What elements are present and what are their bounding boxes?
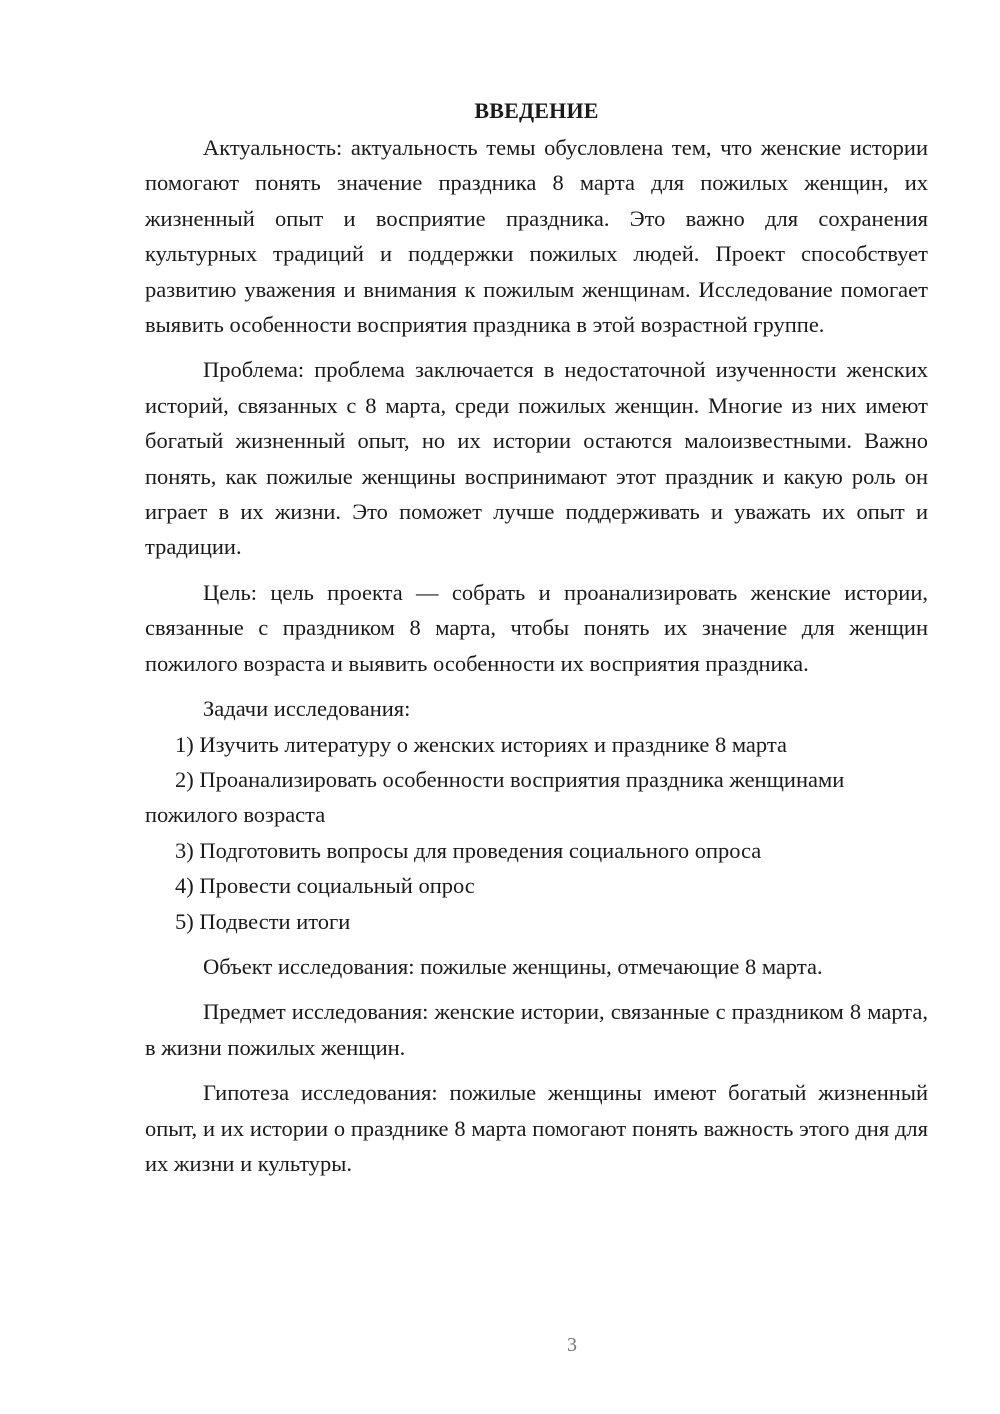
- subject-paragraph: Предмет исследования: женские истории, связанные с праздником 8 марта, в жизни пожилых женщин.: [145, 999, 928, 1060]
- page-number: 3: [567, 1334, 577, 1356]
- hypothesis-paragraph: Гипотеза исследования: пожилые женщины имеют богатый жизненный опыт, и их истории о празднике 8 марта помогают понять важность этого дня для их жизни и культуры.: [145, 1080, 928, 1176]
- problem-paragraph: Проблема: проблема заключается в недостаточной изученности женских историй, связанных с 8 марта, среди пожилых женщин. Многие из них имеют богатый жизненный опыт, но их истории остаются малоизвестными. Важно понять, как пожилые женщины воспринимают этот праздник и какую роль он играет в их жизни. Это поможет лучше поддерживать и уважать их опыт и традиции.: [145, 357, 928, 560]
- goal-paragraph: Цель: цель проекта — собрать и проанализировать женские истории, связанные с праздником 8 марта, чтобы понять их значение для женщин пожилого возраста и выявить особенности их восприятия праздника.: [145, 579, 928, 676]
- section-heading: ВВЕДЕНИЕ: [474, 98, 599, 123]
- tasks-title: Задачи исследования:: [203, 696, 411, 722]
- task-item: 2) Проанализировать особенности восприятия праздника женщинами пожилого возраста: [145, 766, 845, 828]
- object-paragraph: Объект исследования: пожилые женщины, отмечающие 8 марта.: [203, 953, 823, 979]
- relevance-paragraph: Актуальность: актуальность темы обусловлена тем, что женские истории помогают понять значение праздника 8 марта для пожилых женщин, их жизненный опыт и восприятие праздника. Это важно для сохранения культурных традиций и поддержки пожилых людей. Проект способствует развитию уважения и внимания к пожилым женщинам. Исследование помогает выявить особенности восприятия праздника в этой возрастной группе.: [145, 135, 928, 338]
- task-item: 5) Подвести итоги: [175, 908, 351, 934]
- document-page: [145, 96, 928, 1181]
- task-item: 4) Провести социальный опрос: [175, 873, 475, 899]
- task-item: 3) Подготовить вопросы для проведения социального опроса: [175, 837, 762, 863]
- task-item: 1) Изучить литературу о женских историях и празднике 8 марта: [175, 731, 787, 757]
